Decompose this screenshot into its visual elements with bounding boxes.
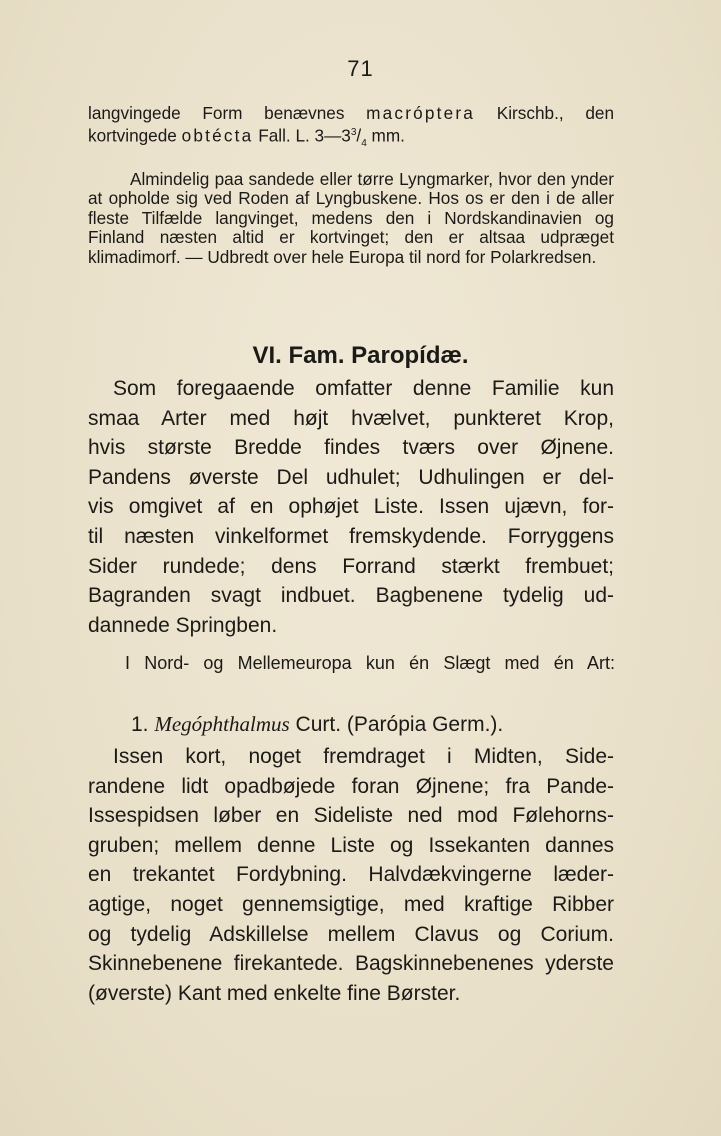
fraction-denominator: 4 bbox=[361, 138, 367, 150]
text-line: smaa Arter med højt hvælvet, punkteret Krop, bbox=[88, 406, 614, 430]
distribution-note: I Nord- og Mellemeuropa kun én Slægt med én Art: bbox=[125, 653, 615, 673]
text-line: randene lidt opadbøjede foran Øjnene; fra Pande- bbox=[88, 774, 614, 798]
genus-description bbox=[88, 742, 614, 1008]
text-line: dannede Springben. bbox=[88, 613, 278, 637]
genus-name: Megóphthalmus bbox=[154, 712, 290, 736]
text-line: (øverste) Kant med enkelte fine Børster. bbox=[88, 981, 461, 1005]
text-line: Som foregaaende omfatter denne Familie kun bbox=[113, 377, 614, 400]
term-macroptera: macróptera bbox=[366, 103, 476, 123]
fraction-numerator: 3 bbox=[350, 127, 357, 139]
fraction-slash: / bbox=[356, 126, 362, 147]
paragraph-body-end-of-species bbox=[88, 104, 614, 154]
text-line: Skinnebenene firekantede. Bagskinnebenenes yderste bbox=[88, 952, 614, 976]
text-line: Pandens øverste Del udhulet; Udhulingen er del- bbox=[88, 465, 614, 489]
text-span: Fall. L. 3—3 bbox=[253, 126, 351, 147]
text-line: og tydelig Adskillelse mellem Clavus og Corium. bbox=[88, 922, 614, 946]
text-line: gruben; mellem denne Liste og Issekanten dannes bbox=[88, 833, 614, 857]
text-line: Issespidsen løber en Sideliste ned mod Følehorns- bbox=[88, 804, 614, 828]
text-span: langvingede Form benævnes bbox=[88, 103, 367, 123]
page-number: 71 bbox=[347, 56, 374, 81]
text-span: mm. bbox=[366, 126, 405, 147]
text-line: til næsten vinkelformet fremskydende. Forryggens bbox=[88, 524, 614, 548]
text-line: vis omgivet af en ophøjet Liste. Issen ujævn, for- bbox=[88, 495, 614, 519]
text-span: Kirschb., den kortvingede bbox=[88, 103, 614, 147]
paragraph-text bbox=[88, 104, 614, 154]
paragraph-habitat bbox=[88, 170, 614, 267]
term-obtecta: obtécta bbox=[181, 126, 254, 147]
text-line: Sider rundede; dens Forrand stærkt frembuet; bbox=[88, 554, 614, 578]
paragraph-text: Almindelig paa sandede eller tørre Lyngmarker, hvor den ynder at opholde sig ved Roden af Lyngbuskene. Hos os er den i de aller fleste Tilfælde langvinget, medens den i Nordskandinavien og Finland næsten altid er kortvinget; den er altsaa udpræget klimadimorf. — Udbredt over hele Europa til nord for Polarkredsen. bbox=[88, 169, 614, 267]
family-heading: VI. Fam. Paropídæ. bbox=[252, 342, 469, 369]
text-line: en trekantet Fordybning. Halvdækvingerne læder- bbox=[88, 863, 614, 887]
family-description bbox=[88, 374, 614, 640]
genus-author: Curt. (Parópia Germ.). bbox=[295, 713, 504, 736]
text-line: Bagranden svagt indbuet. Bagbenene tydelig ud- bbox=[88, 584, 614, 608]
genus-number: 1. bbox=[131, 713, 149, 736]
text-line: hvis største Bredde findes tværs over Øjnene. bbox=[88, 436, 614, 460]
text-line: Issen kort, noget fremdraget i Midten, Side- bbox=[113, 745, 614, 768]
genus-heading bbox=[131, 710, 503, 740]
text-line: agtige, noget gennemsigtige, med kraftige Ribber bbox=[88, 892, 614, 916]
